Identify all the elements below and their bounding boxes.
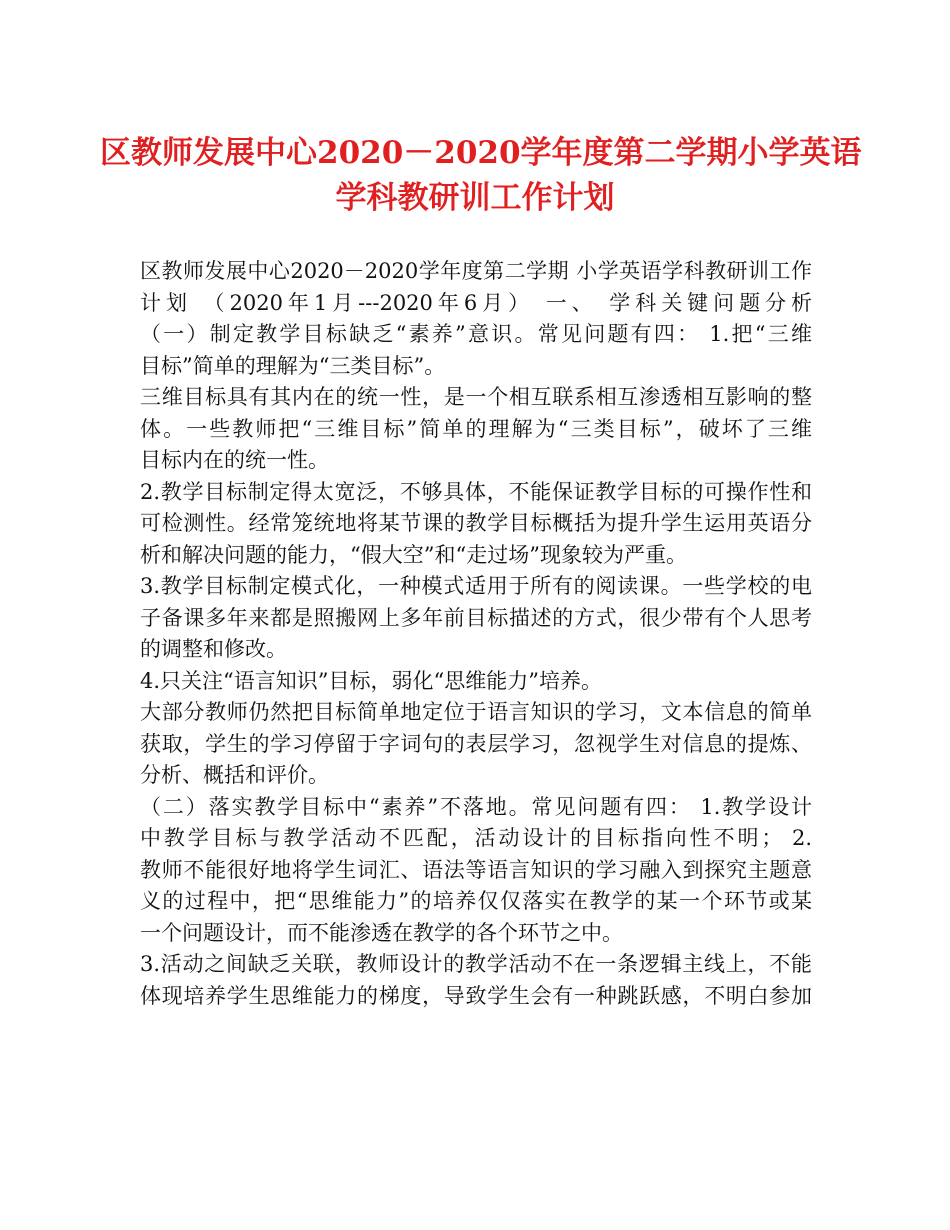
document-title-line-2: 学科教研训工作计划 — [335, 180, 615, 216]
body-line: 大部分教师仍然把目标简单地定位于语言知识的学习，文本信息的简单 — [140, 700, 812, 724]
body-line: 义的过程中，把“思维能力”的培养仅仅落实在教学的某一个环节或某 — [140, 889, 812, 913]
body-line: 子备课多年来都是照搬网上多年前目标描述的方式，很少带有个人思考 — [140, 605, 812, 630]
body-line: 一个问题设计，而不能渗透在教学的各个环节之中。 — [140, 920, 623, 945]
document-body — [140, 256, 812, 1012]
body-line: 计划 （2020年1月---2020年6月） 一、 学科关键问题分析 — [140, 290, 812, 315]
body-line: 3.教学目标制定模式化，一种模式适用于所有的阅读课。一些学校的电 — [140, 574, 812, 598]
body-line: 4.只关注“语言知识”目标，弱化“思维能力”培养。 — [140, 668, 602, 693]
body-line: 区教师发展中心2020－2020学年度第二学期 小学英语学科教研训工作 — [140, 259, 812, 283]
document-title-line-1: 区教师发展中心2020－2020学年度第二学期小学英语 — [100, 135, 862, 171]
body-line: 2.教学目标制定得太宽泛，不够具体，不能保证教学目标的可操作性和 — [140, 479, 812, 504]
body-line: 教师不能很好地将学生词汇、语法等语言知识的学习融入到探究主题意 — [140, 857, 812, 882]
body-line: 目标”简单的理解为“三类目标”。 — [140, 353, 446, 378]
body-line: 体。一些教师把“三维目标”简单的理解为“三类目标”，破坏了三维 — [140, 416, 812, 441]
body-line: （一）制定教学目标缺乏“素养”意识。常见问题有四： 1.把“三维 — [140, 322, 812, 346]
body-line: 获取，学生的学习停留于字词句的表层学习，忽视学生对信息的提炼、 — [140, 731, 812, 756]
body-line: 目标内在的统一性。 — [140, 448, 329, 472]
body-line: 可检测性。经常笼统地将某节课的教学目标概括为提升学生运用英语分 — [140, 511, 812, 535]
body-line: 中教学目标与教学活动不匹配，活动设计的目标指向性不明； 2. — [140, 826, 812, 850]
body-line: 体现培养学生思维能力的梯度，导致学生会有一种跳跃感，不明白参加 — [140, 983, 812, 1008]
body-line: （二）落实教学目标中“素养”不落地。常见问题有四： 1.教学设计 — [140, 794, 812, 819]
body-line: 的调整和修改。 — [140, 637, 287, 661]
body-line: 分析、概括和评价。 — [140, 763, 329, 787]
body-line: 3.活动之间缺乏关联，教师设计的教学活动不在一条逻辑主线上，不能 — [140, 952, 812, 976]
body-line: 析和解决问题的能力，“假大空”和“走过场”现象较为严重。 — [140, 542, 687, 567]
body-line: 三维目标具有其内在的统一性，是一个相互联系相互渗透相互影响的整 — [140, 385, 812, 409]
